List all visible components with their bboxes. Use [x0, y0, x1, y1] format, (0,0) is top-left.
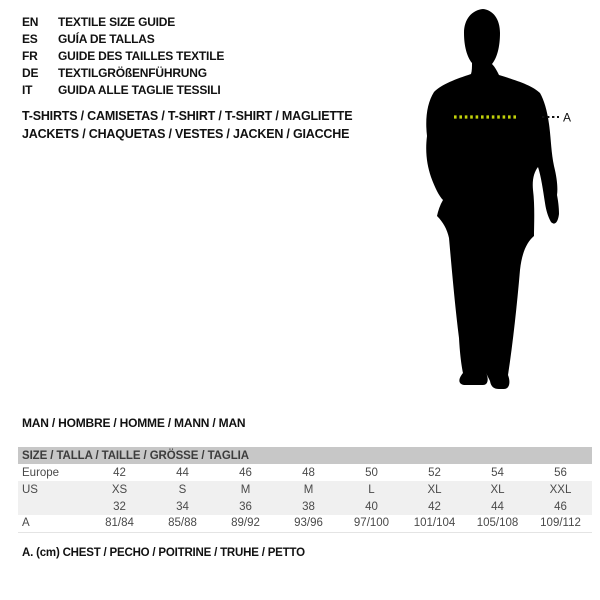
- size-cell: 36: [214, 498, 277, 515]
- size-cell: 81/84: [105, 517, 134, 530]
- size-cell: 50: [365, 466, 378, 479]
- language-code: ES: [22, 32, 38, 46]
- row-label: US: [18, 481, 88, 498]
- category-tshirts: T-SHIRTS / CAMISETAS / T-SHIRT / T-SHIRT / MAGLIETTE: [22, 109, 353, 123]
- category-jackets: JACKETS / CHAQUETAS / VESTES / JACKEN / GIACCHE: [22, 127, 350, 141]
- size-cell: L: [340, 481, 403, 498]
- language-title: GUIDA ALLE TAGLIE TESSILI: [58, 83, 221, 97]
- row-label: [18, 498, 88, 515]
- size-cell: S: [151, 481, 214, 498]
- size-table: [18, 447, 592, 533]
- size-cell: XL: [466, 481, 529, 498]
- size-cell: 109/112: [540, 517, 581, 530]
- table-row-us-numeric: [18, 498, 592, 515]
- language-code: IT: [22, 83, 33, 97]
- size-cell: XXL: [529, 481, 592, 498]
- language-code: FR: [22, 49, 38, 63]
- size-cell: 34: [151, 498, 214, 515]
- list-item: [22, 31, 224, 48]
- size-cell: 44: [466, 498, 529, 515]
- language-title: TEXTILE SIZE GUIDE: [58, 15, 176, 29]
- size-cell: 54: [491, 466, 504, 479]
- size-cell: 85/88: [168, 517, 197, 530]
- table-row-chest-cm: [18, 515, 592, 532]
- list-item: [22, 14, 224, 31]
- size-cell: 42: [113, 466, 126, 479]
- man-silhouette-icon: [405, 0, 600, 410]
- section-header-man: MAN / HOMBRE / HOMME / MANN / MAN: [22, 416, 246, 430]
- table-header-row: [18, 447, 592, 464]
- size-cell: 101/104: [413, 517, 456, 530]
- table-row-europe: [18, 464, 592, 481]
- size-cell: 38: [277, 498, 340, 515]
- measurement-legend: A. (cm) CHEST / PECHO / POITRINE / TRUHE / PETTO: [22, 547, 305, 559]
- size-cell: 89/92: [231, 517, 260, 530]
- language-code: EN: [22, 15, 39, 29]
- garment-categories: [22, 107, 352, 143]
- size-cell: 46: [239, 466, 252, 479]
- size-cell: XS: [88, 481, 151, 498]
- size-cell: XL: [403, 481, 466, 498]
- language-title: GUÍA DE TALLAS: [58, 32, 155, 46]
- size-cell: 40: [340, 498, 403, 515]
- size-cell: 56: [554, 466, 567, 479]
- size-cell: M: [214, 481, 277, 498]
- list-item: [22, 48, 224, 65]
- size-cell: 42: [403, 498, 466, 515]
- size-cell: 93/96: [294, 517, 323, 530]
- list-item: [22, 82, 224, 99]
- size-cell: 46: [529, 498, 592, 515]
- table-header: SIZE / TALLA / TAILLE / GRÖSSE / TAGLIA: [18, 447, 592, 464]
- language-code: DE: [22, 66, 39, 80]
- list-item: [22, 65, 224, 82]
- language-title: TEXTILGRÖßENFÜHRUNG: [58, 66, 207, 80]
- size-cell: M: [277, 481, 340, 498]
- size-cell: 105/108: [476, 517, 519, 530]
- measurement-figure: [405, 0, 600, 410]
- size-cell: 48: [302, 466, 315, 479]
- size-cell: 44: [176, 466, 189, 479]
- size-table-wrap: [18, 447, 592, 533]
- row-label: A: [22, 517, 30, 530]
- table-row-us: [18, 481, 592, 498]
- row-label: Europe: [22, 466, 60, 479]
- language-list: [22, 14, 224, 99]
- size-cell: 32: [88, 498, 151, 515]
- measure-label-a: A: [563, 110, 572, 125]
- size-cell: 52: [428, 466, 441, 479]
- language-title: GUIDE DES TAILLES TEXTILE: [58, 49, 225, 63]
- size-cell: 97/100: [353, 517, 390, 530]
